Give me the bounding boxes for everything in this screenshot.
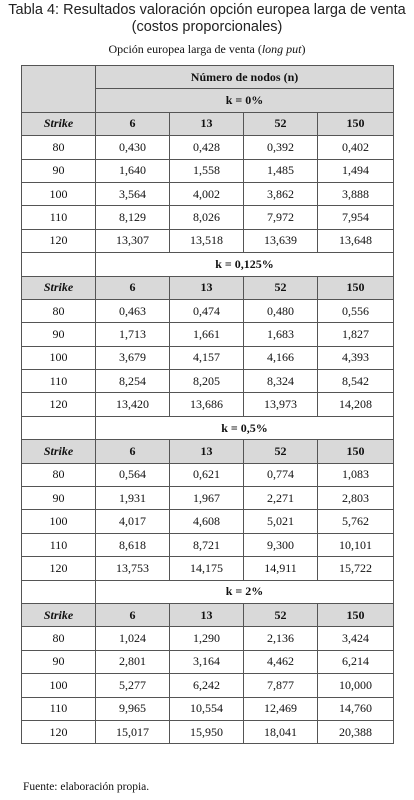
value-cell: 4,166 [244,346,318,369]
table-row [22,370,394,393]
strike-cell: 120 [22,720,96,743]
results-table-body [22,66,394,744]
value-cell: 9,300 [244,533,318,556]
table-row [22,487,394,510]
value-cell: 13,648 [318,229,394,252]
table-row [22,182,394,205]
value-cell: 14,208 [318,393,394,416]
strike-cell: 110 [22,533,96,556]
value-cell: 0,428 [170,136,244,159]
source-note: Fuente: elaboración propia. [23,781,150,793]
value-cell: 2,801 [96,650,170,673]
value-cell: 12,469 [244,697,318,720]
value-cell: 0,556 [318,299,394,322]
value-cell: 7,954 [318,206,394,229]
strike-cell: 80 [22,627,96,650]
value-cell: 3,888 [318,182,394,205]
value-cell: 1,967 [170,487,244,510]
value-cell: 13,518 [170,229,244,252]
node-count-header: 13 [170,603,244,626]
strike-header: Strike [22,276,96,299]
node-count-header: 13 [170,276,244,299]
value-cell: 8,542 [318,370,394,393]
value-cell: 0,463 [96,299,170,322]
value-cell: 18,041 [244,720,318,743]
strike-cell: 80 [22,299,96,322]
table-row [22,299,394,322]
value-cell: 1,827 [318,323,394,346]
strike-cell: 80 [22,136,96,159]
node-count-header: 150 [318,276,394,299]
k-label: k = 2% [96,580,394,603]
strike-cell: 100 [22,182,96,205]
table-row [22,557,394,580]
table-row [22,136,394,159]
strike-header: Strike [22,603,96,626]
strike-cell: 120 [22,229,96,252]
k-label: k = 0% [96,89,394,112]
value-cell: 15,950 [170,720,244,743]
value-cell: 6,214 [318,650,394,673]
value-cell: 3,679 [96,346,170,369]
strike-cell: 120 [22,557,96,580]
value-cell: 1,661 [170,323,244,346]
value-cell: 4,017 [96,510,170,533]
value-cell: 4,002 [170,182,244,205]
strike-header: Strike [22,440,96,463]
strike-cell: 100 [22,510,96,533]
header-row-nodes [22,66,394,89]
strike-header: Strike [22,112,96,135]
value-cell: 8,324 [244,370,318,393]
subtitle-close: ) [301,42,306,56]
value-cell: 8,721 [170,533,244,556]
strike-cell: 100 [22,674,96,697]
value-cell: 2,803 [318,487,394,510]
node-count-header: 150 [318,603,394,626]
value-cell: 14,760 [318,697,394,720]
value-cell: 13,973 [244,393,318,416]
value-cell: 1,713 [96,323,170,346]
column-header-row [22,112,394,135]
node-count-header: 52 [244,112,318,135]
value-cell: 4,393 [318,346,394,369]
value-cell: 6,242 [170,674,244,697]
node-count-header: 13 [170,440,244,463]
table-row [22,627,394,650]
node-count-header: 52 [244,603,318,626]
value-cell: 4,462 [244,650,318,673]
value-cell: 10,554 [170,697,244,720]
table-row [22,463,394,486]
value-cell: 9,965 [96,697,170,720]
results-table [21,65,394,744]
k-row-blank-cell [22,580,96,603]
value-cell: 8,618 [96,533,170,556]
k-section-row [22,580,394,603]
value-cell: 0,430 [96,136,170,159]
strike-cell: 110 [22,370,96,393]
strike-cell: 90 [22,650,96,673]
value-cell: 1,931 [96,487,170,510]
value-cell: 10,000 [318,674,394,697]
node-count-header: 6 [96,440,170,463]
corner-cell [22,66,96,113]
strike-cell: 80 [22,463,96,486]
k-section-row [22,253,394,276]
k-label: k = 0,5% [96,416,394,439]
value-cell: 3,564 [96,182,170,205]
table-row [22,510,394,533]
value-cell: 4,608 [170,510,244,533]
value-cell: 1,290 [170,627,244,650]
table-row [22,323,394,346]
value-cell: 3,862 [244,182,318,205]
table-row [22,206,394,229]
table-row [22,393,394,416]
k-label: k = 0,125% [96,253,394,276]
strike-cell: 110 [22,206,96,229]
value-cell: 2,271 [244,487,318,510]
node-count-header: 150 [318,440,394,463]
node-count-header: 52 [244,276,318,299]
value-cell: 8,254 [96,370,170,393]
value-cell: 15,017 [96,720,170,743]
k-section-row [22,416,394,439]
table-subtitle [0,42,414,57]
value-cell: 0,621 [170,463,244,486]
value-cell: 20,388 [318,720,394,743]
value-cell: 1,083 [318,463,394,486]
table-row [22,159,394,182]
value-cell: 0,402 [318,136,394,159]
table-row [22,697,394,720]
value-cell: 0,774 [244,463,318,486]
table-title-line-1: Tabla 4: Resultados valoración opción europea larga de venta [8,2,406,18]
node-count-header: 150 [318,112,394,135]
node-count-header: 52 [244,440,318,463]
table-row [22,720,394,743]
table-title [0,2,414,36]
subtitle-italic: long put [261,42,302,56]
node-count-header: 6 [96,112,170,135]
value-cell: 4,157 [170,346,244,369]
strike-cell: 90 [22,323,96,346]
k-row-blank-cell [22,416,96,439]
column-header-row [22,603,394,626]
value-cell: 7,877 [244,674,318,697]
value-cell: 1,558 [170,159,244,182]
strike-cell: 90 [22,159,96,182]
strike-cell: 120 [22,393,96,416]
table-title-line-2: (costos proporcionales) [131,19,283,35]
node-count-header: 6 [96,276,170,299]
table-row [22,533,394,556]
value-cell: 13,639 [244,229,318,252]
value-cell: 2,136 [244,627,318,650]
value-cell: 1,024 [96,627,170,650]
node-count-header: 13 [170,112,244,135]
table-row [22,229,394,252]
column-header-row [22,440,394,463]
value-cell: 5,762 [318,510,394,533]
value-cell: 13,686 [170,393,244,416]
strike-cell: 90 [22,487,96,510]
value-cell: 10,101 [318,533,394,556]
value-cell: 1,494 [318,159,394,182]
value-cell: 8,205 [170,370,244,393]
value-cell: 14,911 [244,557,318,580]
strike-cell: 100 [22,346,96,369]
value-cell: 15,722 [318,557,394,580]
k-row-blank-cell [22,253,96,276]
table-row [22,346,394,369]
value-cell: 8,129 [96,206,170,229]
value-cell: 0,392 [244,136,318,159]
value-cell: 13,420 [96,393,170,416]
nodes-header: Número de nodos (n) [96,66,394,89]
value-cell: 5,277 [96,674,170,697]
column-header-row [22,276,394,299]
value-cell: 14,175 [170,557,244,580]
value-cell: 3,424 [318,627,394,650]
value-cell: 13,753 [96,557,170,580]
value-cell: 0,480 [244,299,318,322]
node-count-header: 6 [96,603,170,626]
value-cell: 13,307 [96,229,170,252]
value-cell: 1,640 [96,159,170,182]
value-cell: 0,564 [96,463,170,486]
table-row [22,674,394,697]
value-cell: 1,485 [244,159,318,182]
value-cell: 8,026 [170,206,244,229]
strike-cell: 110 [22,697,96,720]
table-row [22,650,394,673]
value-cell: 7,972 [244,206,318,229]
value-cell: 1,683 [244,323,318,346]
value-cell: 0,474 [170,299,244,322]
value-cell: 5,021 [244,510,318,533]
value-cell: 3,164 [170,650,244,673]
subtitle-text: Opción europea larga de venta ( [108,42,262,56]
